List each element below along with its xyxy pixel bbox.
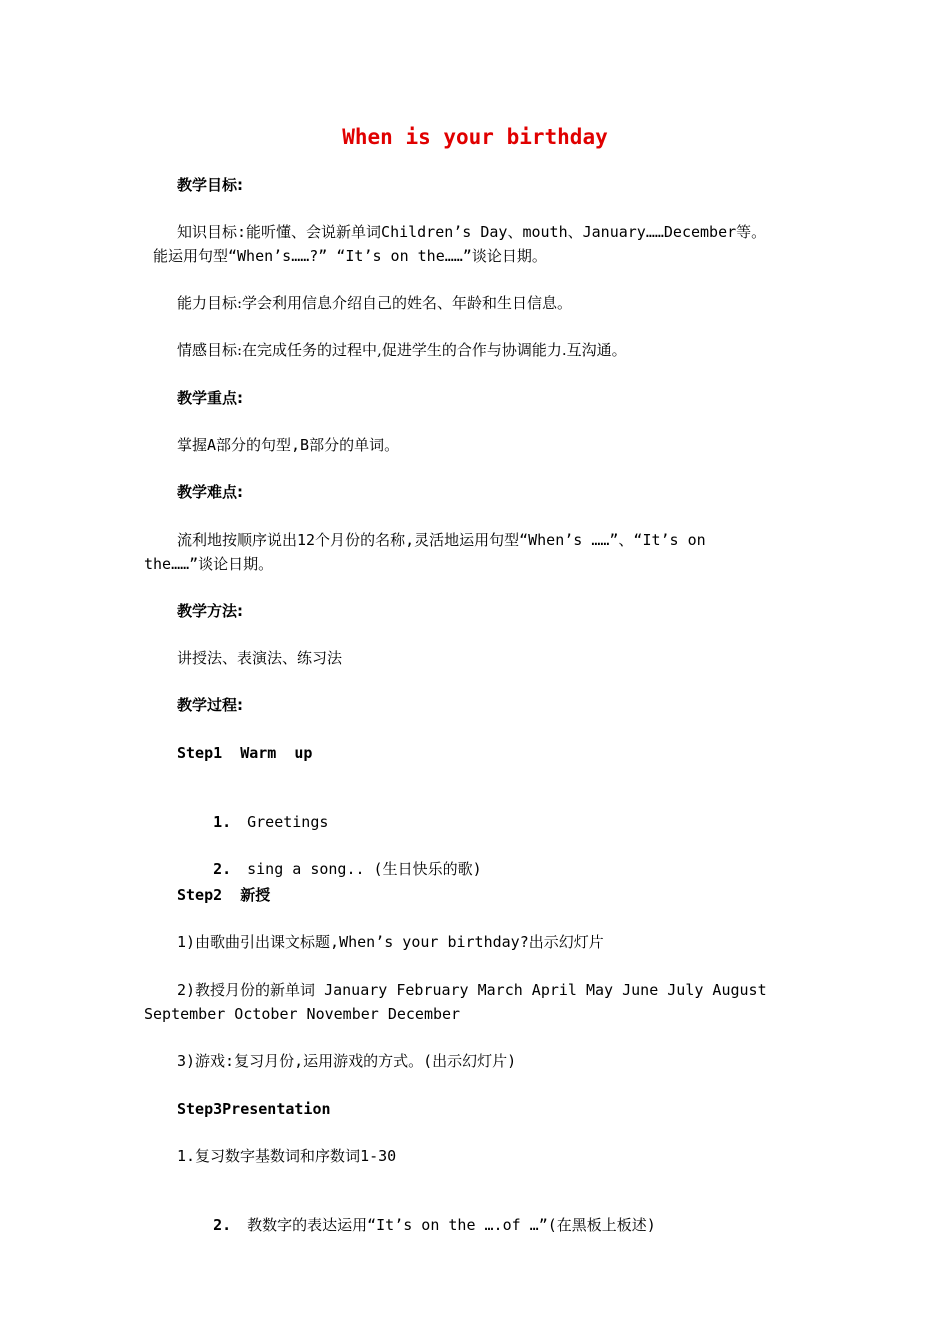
ability-goal: 能力目标:学会利用信息介绍自己的姓名、年龄和生日信息。 [177,294,573,312]
step1-heading: Step1 Warm up [177,744,313,762]
step3-heading: Step3Presentation [177,1100,331,1118]
key-points-heading: 教学重点: [177,389,243,407]
step3-item-1: 1.复习数字基数词和序数词1-30 [177,1147,397,1165]
step2-item-3: 3)游戏:复习月份,运用游戏的方式。(出示幻灯片) [177,1052,517,1070]
knowledge-goal-line-1: 知识目标:能听懂、会说新单词Children’s Day、mouth、January……December等。 [177,223,767,241]
step1-item-2-text: sing a song.. (生日快乐的歌) [247,860,482,878]
step3-item-2-number: 2. [213,1216,232,1234]
goals-heading: 教学目标: [177,176,243,194]
step2-item-2-line-1: 2)教授月份的新单词 January February March April May June July August [177,981,767,999]
method-text: 讲授法、表演法、练习法 [177,649,343,667]
step1-item-1-number: 1. [213,813,232,831]
step1-item-2-number: 2. [213,860,232,878]
step1-item-1-text: Greetings [247,813,329,831]
step3-item-2-text: 教数字的表达运用“It’s on the ….of …”(在黑板上板述) [247,1216,656,1234]
step2-item-1: 1)由歌曲引出课文标题,When’s your birthday?出示幻灯片 [177,933,604,951]
method-heading: 教学方法: [177,602,243,620]
step2-item-2-line-2: September October November December [144,1005,461,1023]
emotion-goal: 情感目标:在完成任务的过程中,促进学生的合作与协调能力.互沟通。 [177,341,627,359]
document-title: When is your birthday [342,125,608,149]
process-heading: 教学过程: [177,696,243,714]
key-points-text: 掌握A部分的句型,B部分的单词。 [177,436,400,454]
step3-item-2 [177,1192,656,1258]
difficulty-line-2: the……”谈论日期。 [144,555,274,573]
step2-heading: Step2 新授 [177,886,271,904]
difficulty-line-1: 流利地按顺序说出12个月份的名称,灵活地运用句型“When’s ……”、“It’s on [177,531,706,549]
knowledge-goal-line-2: 能运用句型“When’s……?” “It’s on the……”谈论日期。 [153,247,547,265]
difficulty-heading: 教学难点: [177,483,243,501]
